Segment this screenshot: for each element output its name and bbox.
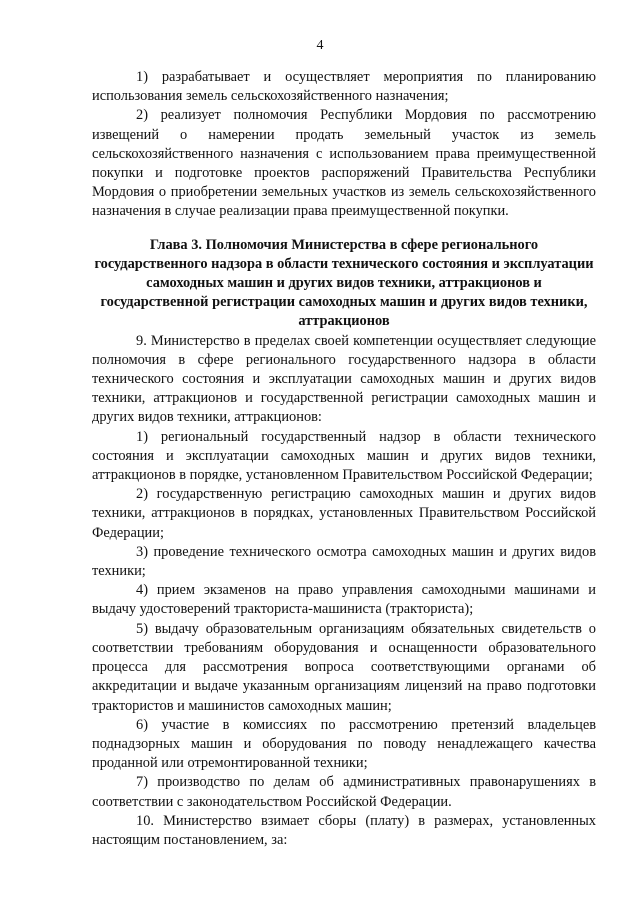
clause-9-item-3: 3) проведение технического осмотра самоходных машин и других видов техники;: [92, 543, 596, 580]
page-number: 4: [316, 38, 324, 53]
chapter-heading: Глава 3. Полномочия Министерства в сфере регионального государственного надзора в области технического состояния и эксплуатации самоходных машин и других видов техники, аттракционов и государственной регистрации самоходных машин и других видов техники, аттракционов: [94, 236, 594, 330]
clause-9-item-7: 7) производство по делам об административных правонарушениях в соответствии с законодательством Российской Федерации.: [92, 774, 596, 810]
clause-9: 9. Министерство в пределах своей компетенции осуществляет следующие полномочия в сфере регионального государственного надзора в области технического состояния и эксплуатации самоходных машин и других видов техники, аттракционов и государственной регистрации самоходных машин и других видов техники, аттракционов:: [92, 332, 596, 426]
clause-9-item-5: 5) выдачу образовательным организациям обязательных свидетельств о соответствии требованиям оборудования и оснащенности образовательного процесса для рассмотрения вопроса соответствующими органами об аккредитации и выдаче указанным организациям лицензий на право подготовки трактористов и машинистов самоходных машин;: [92, 620, 596, 714]
intro-item-1: 1) разрабатывает и осуществляет мероприятия по планированию использования земель сельскохозяйственного назначения;: [92, 69, 596, 105]
clause-9-item-1: 1) региональный государственный надзор в области технического состояния и эксплуатации самоходных машин и других видов техники, аттракционов в порядке, установленном Правительством Российской Федерации;: [92, 428, 596, 484]
clause-9-item-4: 4) прием экзаменов на право управления самоходными машинами и выдачу удостоверений тракториста-машиниста (тракториста);: [92, 582, 596, 618]
clause-10: 10. Министерство взимает сборы (плату) в размерах, установленных настоящим постановлением, за:: [92, 812, 596, 848]
clause-9-item-2: 2) государственную регистрацию самоходных машин и других видов техники, аттракционов в порядках, установленных Правительством Российской Федерации;: [92, 486, 596, 541]
document-body: [92, 68, 596, 850]
clause-9-item-6: 6) участие в комиссиях по рассмотрению претензий владельцев поднадзорных машин и оборудования по поводу ненадлежащего качества проданной или отремонтированной техники;: [92, 716, 596, 772]
intro-item-2: 2) реализует полномочия Республики Мордовия по рассмотрению извещений о намерении продать земельный участок из земель сельскохозяйственного назначения с использованием права преимущественной покупки и подготовке проектов распоряжений Правительства Республики Мордовия о приобретении земельных участков из земель сельскохозяйственного назначения в случае реализации права преимущественной покупки.: [92, 107, 596, 220]
